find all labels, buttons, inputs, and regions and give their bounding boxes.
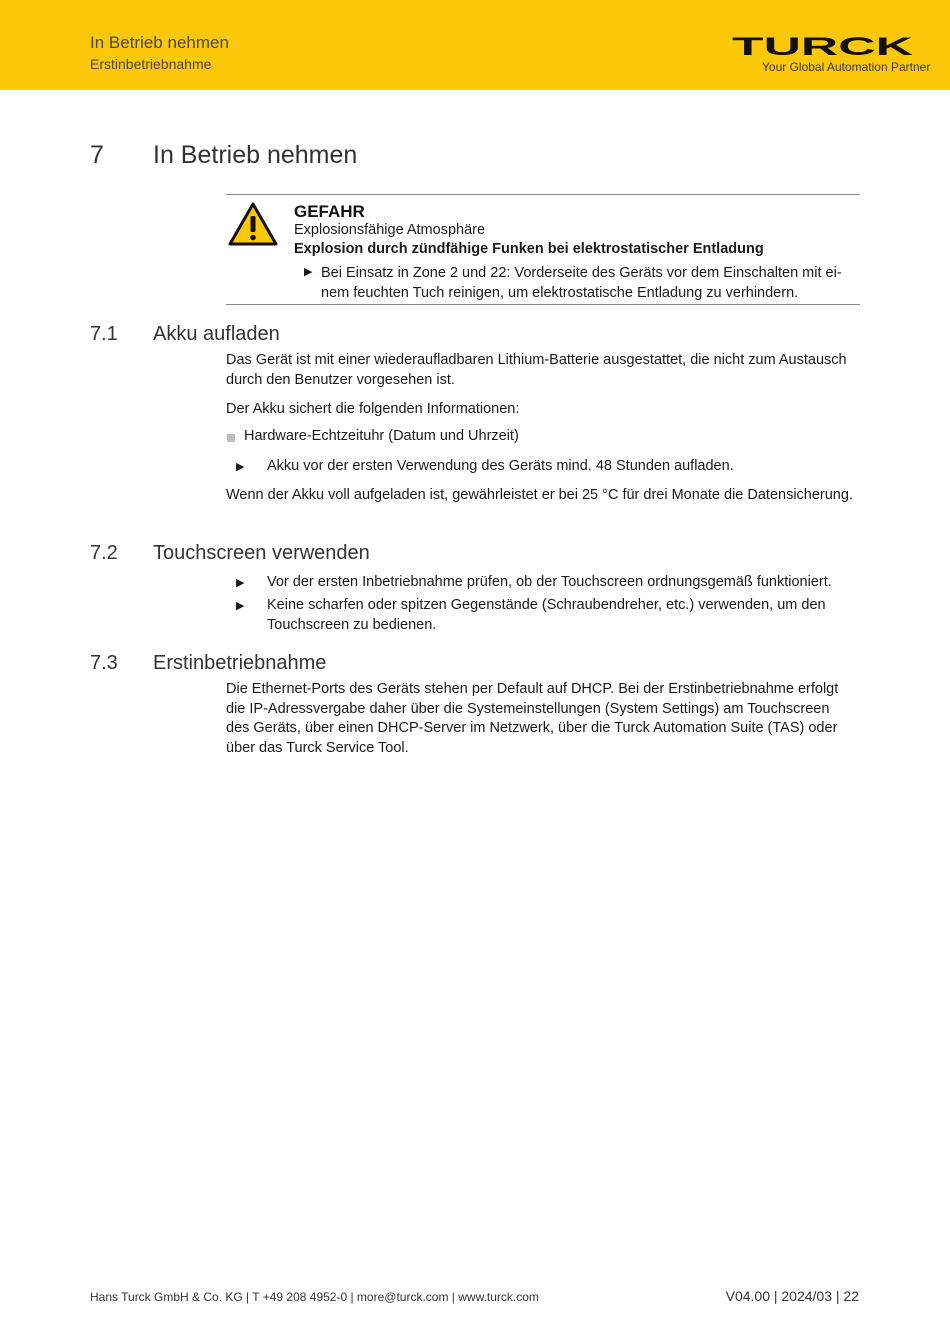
section-title-7-2: Touchscreen verwenden [153, 542, 370, 564]
triangle-right-icon: ▶ [236, 577, 245, 589]
paragraph: Das Gerät ist mit einer wiederaufladbaren Lithium-Batterie ausgestattet, die nicht zum Austausch durch den Benutzer vorgesehen ist. [226, 352, 847, 388]
triangle-right-icon: ▶ [304, 266, 313, 278]
section-title-7-1: Akku aufladen [153, 323, 280, 345]
warning-cause: Explosion durch zündfähige Funken bei elektrostatischer Entladung [294, 241, 764, 257]
triangle-right-icon: ▶ [236, 600, 245, 612]
warning-instruction: Bei Einsatz in Zone 2 und 22: Vorderseite des Geräts vor dem Einschalten mit einem feuchten Tuch reinigen, um elektrostatische Entladung zu verhindern. [321, 265, 842, 301]
warning-category: Explosionsfähige Atmosphäre [294, 222, 486, 238]
instruction-step: Keine scharfen oder spitzen Gegenstände (Schraubendreher, etc.) verwenden, um den Touchscreen zu bedienen. [267, 597, 826, 633]
paragraph: Der Akku sichert die folgenden Informationen: [226, 401, 520, 417]
warning-top-rule [226, 194, 860, 195]
triangle-right-icon: ▶ [236, 461, 245, 473]
square-bullet-icon [227, 434, 235, 442]
section-title-7-3: Erstinbetriebnahme [153, 652, 327, 674]
section-number-7-2: 7.2 [90, 542, 118, 564]
turck-logo [731, 35, 914, 59]
instruction-step: Vor der ersten Inbetriebnahme prüfen, ob der Touchscreen ordnungsgemäß funktioniert. [267, 574, 832, 590]
warning-bottom-rule [226, 304, 860, 305]
footer-version-page: V04.00 | 2024/03 | 22 [725, 1288, 859, 1304]
paragraph: Die Ethernet-Ports des Geräts stehen per Default auf DHCP. Bei der Erstinbetriebnahme erfolgt die IP-Adressvergabe daher über die Systemeinstellungen (System Settings) am Touchscreen des Geräts, über einen DHCP-Server im Netzwerk, über die Turck Automation Suite (TAS) oder über das Turck Service Tool. [226, 681, 839, 756]
warning-signal-word: GEFAHR [294, 202, 365, 221]
instruction-step: Akku vor der ersten Verwendung des Geräts mind. 48 Stunden aufladen. [267, 458, 734, 474]
paragraph: Wenn der Akku voll aufgeladen ist, gewährleistet er bei 25 °C für drei Monate die Datensicherung. [226, 487, 853, 503]
section-number-7-3: 7.3 [90, 652, 118, 674]
list-item: Hardware-Echtzeituhr (Datum und Uhrzeit) [244, 428, 519, 444]
header-subtitle: Erstinbetriebnahme [90, 56, 212, 72]
header-title: In Betrieb nehmen [90, 33, 229, 52]
warning-triangle-icon [228, 202, 278, 246]
footer-company-info: Hans Turck GmbH & Co. KG | T +49 208 4952-0 | more@turck.com | www.turck.com [90, 1290, 539, 1304]
page-header [0, 0, 950, 90]
chapter-title: In Betrieb nehmen [153, 141, 358, 169]
section-number-7-1: 7.1 [90, 323, 118, 345]
logo-wordmark: TURCK [732, 35, 913, 59]
chapter-number: 7 [90, 141, 104, 169]
header-tagline: Your Global Automation Partner [762, 60, 931, 74]
